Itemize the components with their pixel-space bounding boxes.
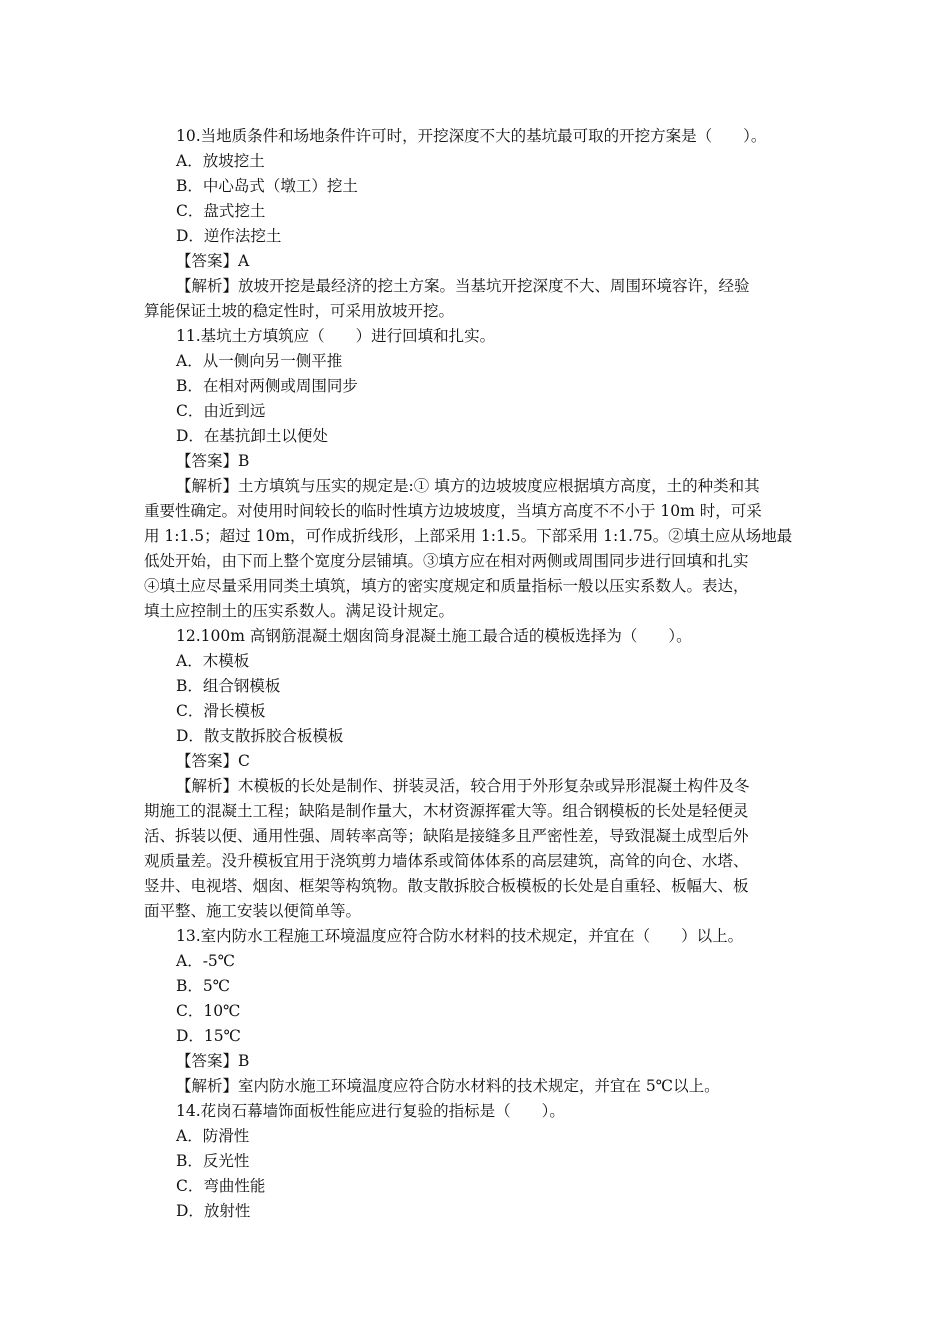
question-10-option-b: B．中心岛式（墩工）挖土 bbox=[176, 177, 358, 195]
question-13-option-c: C．10℃ bbox=[176, 1002, 241, 1020]
question-11-analysis-line: ④填土应尽量采用同类土填筑，填方的密实度规定和质量指标一般以压实系数人。表达， bbox=[144, 577, 749, 595]
question-10-option-a: A．放坡挖土 bbox=[176, 152, 265, 170]
question-11-option-b: B．在相对两侧或周围同步 bbox=[176, 377, 358, 395]
question-10-option-d: D．逆作法挖土 bbox=[176, 227, 282, 245]
question-12-analysis-line: 面平整、施工安装以便简单等。 bbox=[144, 902, 362, 920]
question-11-option-a: A．从一侧向另一侧平推 bbox=[176, 352, 343, 370]
question-14-option-d: D．放射性 bbox=[176, 1202, 251, 1220]
question-11-stem: 11.基坑土方填筑应（ ）进行回填和扎实。 bbox=[176, 327, 496, 345]
question-14-stem: 14.花岗石幕墙饰面板性能应进行复验的指标是（ ）。 bbox=[176, 1102, 565, 1120]
question-12-analysis-line: 期施工的混凝土工程；缺陷是制作量大，木材资源挥霍大等。组合钢模板的长处是轻便灵 bbox=[144, 802, 749, 820]
question-12-option-a: A．木模板 bbox=[176, 652, 250, 670]
question-11-analysis-line: 用 1:1.5；超过 10m，可作成折线形，上部采用 1:1.5。下部采用 1:1.75。②填土应从场地最 bbox=[144, 527, 793, 545]
question-11-option-d: D．在基抗卸土以便处 bbox=[176, 427, 328, 445]
question-12-analysis-line: 【解析】木模板的长处是制作、拼装灵活，较合用于外形复杂或异形混凝土构件及冬 bbox=[176, 777, 750, 795]
question-11-analysis-line: 【解析】土方填筑与压实的规定是:① 填方的边坡坡度应根据填方高度，土的种类和其 bbox=[176, 477, 760, 495]
question-12-option-c: C．滑长模板 bbox=[176, 702, 266, 720]
question-11-option-c: C．由近到远 bbox=[176, 402, 266, 420]
question-10-analysis-line: 算能保证土坡的稳定性时，可采用放坡开挖。 bbox=[144, 302, 455, 320]
question-12-answer: 【答案】C bbox=[176, 752, 250, 770]
question-12-option-d: D．散支散拆胶合板模板 bbox=[176, 727, 344, 745]
question-14-option-c: C．弯曲性能 bbox=[176, 1177, 266, 1195]
question-12-analysis-line: 竖井、电视塔、烟囱、框架等构筑物。散支散拆胶合板模板的长处是自重轻、板幅大、板 bbox=[144, 877, 749, 895]
question-12-stem: 12.100m 高钢筋混凝土烟囱筒身混凝土施工最合适的模板选择为（ ）。 bbox=[176, 627, 692, 645]
question-12-analysis-line: 观质量差。没升模板宜用于浇筑剪力墙体系或简体体系的高层建筑，高耸的向仓、水塔、 bbox=[144, 852, 749, 870]
question-12-analysis-line: 活、拆装以便、通用性强、周转率高等；缺陷是接缝多且严密性差，导致混凝土成型后外 bbox=[144, 827, 749, 845]
question-10-option-c: C．盘式挖土 bbox=[176, 202, 266, 220]
question-13-option-b: B．5℃ bbox=[176, 977, 231, 995]
question-14-option-a: A．防滑性 bbox=[176, 1127, 250, 1145]
question-10-stem: 10.当地质条件和场地条件许可时，开挖深度不大的基坑最可取的开挖方案是（ ）。 bbox=[176, 127, 767, 145]
question-13-stem: 13.室内防水工程施工环境温度应符合防水材料的技术规定，并宜在（ ）以上。 bbox=[176, 927, 744, 945]
question-11-answer: 【答案】B bbox=[176, 452, 250, 470]
question-11-analysis-line: 填土应控制土的压实系数人。满足设计规定。 bbox=[144, 602, 455, 620]
question-10-answer: 【答案】A bbox=[176, 252, 250, 270]
question-11-analysis-line: 低处开始，由下而上整个宽度分层铺填。③填方应在相对两侧或周围同步进行回填和扎实 bbox=[144, 552, 749, 570]
question-13-option-a: A．-5℃ bbox=[176, 952, 236, 970]
question-10-analysis-line: 【解析】放坡开挖是最经济的挖土方案。当基坑开挖深度不大、周围环境容许，经验 bbox=[176, 277, 750, 295]
question-13-analysis-line: 【解析】室内防水施工环境温度应符合防水材料的技术规定，并宜在 5℃以上。 bbox=[176, 1077, 720, 1095]
question-13-option-d: D．15℃ bbox=[176, 1027, 241, 1045]
question-12-option-b: B．组合钢模板 bbox=[176, 677, 281, 695]
question-11-analysis-line: 重要性确定。对使用时间较长的临时性填方边坡坡度，当填方高度不不小于 10m 时，可采 bbox=[144, 502, 762, 520]
question-13-answer: 【答案】B bbox=[176, 1052, 250, 1070]
question-14-option-b: B．反光性 bbox=[176, 1152, 250, 1170]
